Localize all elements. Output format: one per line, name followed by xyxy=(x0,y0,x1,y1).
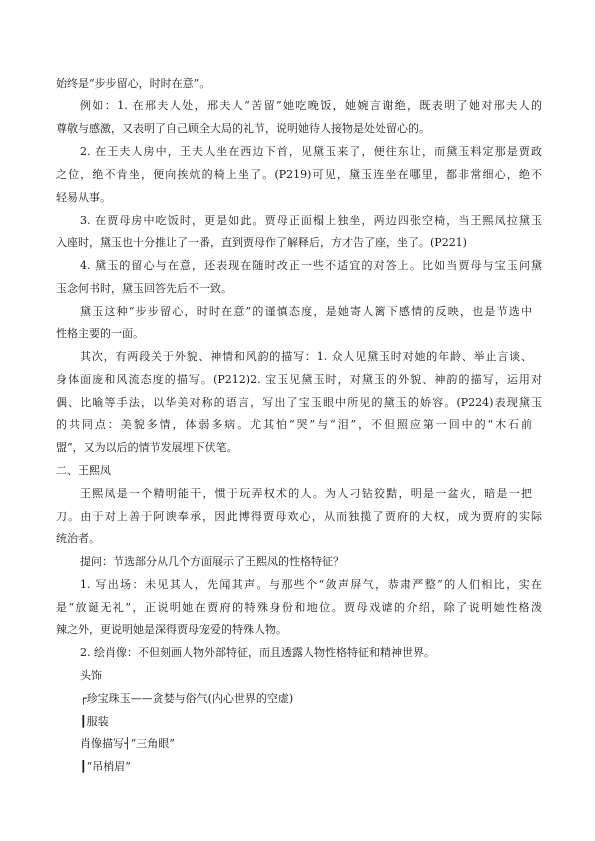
text-line: 轻易从事。 xyxy=(56,191,111,204)
text-line: 提问：节选部分从几个方面展示了王熙凤的性格特征？ xyxy=(80,555,344,568)
text-line: 统治者。 xyxy=(56,532,100,545)
text-line: 之位，绝不肯坐，便向挨炕的椅上坐了。(P219)可见，黛玉连坐在哪里，都非常细心，绝不 xyxy=(56,168,542,181)
text-line: ┃“吊梢眉” xyxy=(80,760,131,773)
text-line: 始终是“步步留心，时时在意”。 xyxy=(56,77,211,90)
text-line: 盟”，又为以后的情节发展埋下伏笔。 xyxy=(56,441,238,454)
text-line: 入座时，黛玉也十分推让了一番，直到贾母作了解释后，方才告了座，坐了。(P221) xyxy=(56,236,467,249)
text-line: 肖像描写┤“三角眼” xyxy=(80,737,175,750)
section-heading: 二、王熙凤 xyxy=(56,464,111,477)
text-line: 偶、比喻等手法，以华美对称的语言，写出了宝玉眼中所见的黛玉的娇容。(P224)表现黛玉 xyxy=(56,396,542,409)
text-line: 1. 写出场：未见其人，先闻其声。与那些个“敛声屏气，恭肃严整”的人们相比，实在 xyxy=(80,578,542,591)
text-line: ┌珍宝珠玉——贪婪与俗气(内心世界的空虚) xyxy=(80,692,294,705)
text-line: 2. 绘肖像：不但刻画人物外部特征，而且透露人物性格特征和精神世界。 xyxy=(80,646,435,659)
text-line: 其次，有两段关于外貌、神情和风韵的描写：1. 众人见黛玉时对她的年龄、举止言谈、 xyxy=(80,350,532,363)
text-line: 头饰 xyxy=(80,669,102,682)
text-line: 黛玉这种“步步留心，时时在意”的谨慎态度，是她寄人篱下感情的反映，也是节选中 xyxy=(80,305,532,318)
text-line: 辣之外，更说明她是深得贾母宠爱的特殊人物。 xyxy=(56,623,287,636)
text-line: 4. 黛玉的留心与在意，还表现在随时改正一些不适宜的对答上。比如当贾母与宝玉问黛 xyxy=(80,259,542,272)
text-line: 尊敬与感激，又表明了自己顾全大局的礼节，说明她待人接物是处处留心的。 xyxy=(56,122,430,135)
text-line: 的共同点：美貌多情，体弱多病。尤其怕“哭”与“泪”，不但照应第一回中的“木石前 xyxy=(56,418,532,431)
text-line: 性格主要的一面。 xyxy=(56,327,144,340)
text-line: 例如：1. 在邢夫人处，邢夫人“苦留”她吃晚饭，她婉言谢绝，既表明了她对邢夫人的 xyxy=(80,99,542,112)
text-line: 王熙凤是一个精明能干，惯于玩弄权术的人。为人刁钻狡黠，明是一盆火，暗是一把 xyxy=(80,487,532,500)
text-line: 身体面庞和风流态度的描写。(P212)2. 宝玉见黛玉时，对黛玉的外貌、神韵的描写，运用对 xyxy=(56,373,542,386)
text-line: 3. 在贾母房中吃饭时，更是如此。贾母正面榻上独坐，两边四张空椅，当王熙凤拉黛玉 xyxy=(80,214,542,227)
text-line: ┃服装 xyxy=(80,715,109,728)
text-line: 玉念何书时，黛玉回答先后不一致。 xyxy=(56,282,232,295)
text-line: 是“放诞无礼”，正说明她在贾府的特殊身份和地位。贾母戏谑的介绍，除了说明她性格泼 xyxy=(56,601,542,614)
text-line: 2. 在王夫人房中，王夫人坐在西边下首，见黛玉来了，便往东让，而黛玉料定那是贾政 xyxy=(80,145,542,158)
text-line: 刀。由于对上善于阿谀奉承，因此博得贾母欢心，从而独揽了贾府的大权，成为贾府的实际 xyxy=(56,510,542,523)
